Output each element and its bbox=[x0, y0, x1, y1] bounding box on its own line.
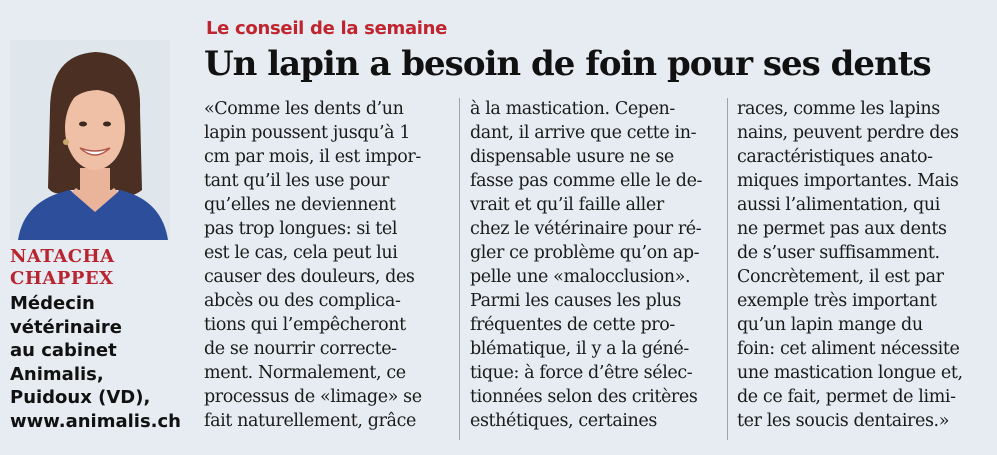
column-divider bbox=[727, 98, 728, 440]
author-name bbox=[10, 246, 115, 290]
article-line: à la mastication. Cepen- bbox=[470, 99, 675, 119]
article-line: ment. Normalement, ce bbox=[204, 363, 406, 383]
role-line: vétérinaire bbox=[10, 316, 123, 338]
article-line: abcès ou des complica- bbox=[204, 291, 401, 311]
role-line: Médecin bbox=[10, 293, 95, 314]
article-line: races, comme les lapins bbox=[737, 99, 940, 119]
article-line: fréquentes de cette pro- bbox=[470, 315, 675, 335]
role-line: Animalis, bbox=[10, 363, 104, 385]
article-line: exemple très important bbox=[737, 291, 937, 311]
role-line: Puidoux (VD), bbox=[10, 387, 151, 408]
article-line: qu’un lapin mange du bbox=[737, 315, 923, 335]
article-kicker: Le conseil de la semaine bbox=[206, 18, 448, 39]
article-line: cm par mois, il est impor- bbox=[204, 147, 421, 167]
article-line: processus de «limage» se bbox=[204, 387, 422, 407]
article-line: caractéristiques anato- bbox=[737, 147, 933, 167]
article-line: foin: cet aliment nécessite bbox=[737, 339, 960, 359]
article-line: une mastication longue et, bbox=[737, 363, 963, 383]
article-line: causer des douleurs, des bbox=[204, 267, 415, 287]
article-line: gler ce problème qu’on ap- bbox=[470, 243, 700, 263]
article-line: dispensable usure ne se bbox=[470, 147, 674, 167]
article-column-2 bbox=[470, 97, 720, 442]
article-line: Concrètement, il est par bbox=[737, 267, 944, 287]
article-line: lapin poussent jusqu’à 1 bbox=[204, 123, 411, 143]
article-line: est le cas, cela peut lui bbox=[204, 243, 398, 263]
article-line: de ce fait, permet de limi- bbox=[737, 387, 956, 407]
article-column-1 bbox=[204, 97, 449, 442]
article-line: «Comme les dents d’un bbox=[204, 99, 404, 119]
article-line: fait naturellement, grâce bbox=[204, 411, 416, 431]
article-column-3 bbox=[737, 97, 987, 442]
author-portrait bbox=[10, 40, 170, 240]
author-photo bbox=[10, 40, 170, 240]
article-line: nains, peuvent perdre des bbox=[737, 123, 959, 143]
article-line: Parmi les causes les plus bbox=[470, 291, 681, 311]
article-line: ter les soucis dentaires.» bbox=[737, 411, 950, 431]
article-line: fasse pas comme elle le de- bbox=[470, 171, 703, 191]
article-line: tant qu’il les use pour bbox=[204, 171, 389, 191]
article-line: miques importantes. Mais bbox=[737, 171, 959, 191]
article-line: de s’user suffisamment. bbox=[737, 243, 940, 263]
article-line: tionnées selon des critères bbox=[470, 387, 698, 407]
article-line: de se nourrir correcte- bbox=[204, 339, 397, 359]
article-line: tions qui l’empêcheront bbox=[204, 315, 406, 335]
author-last-name: CHAPPEX bbox=[10, 268, 114, 289]
article-line: pelle une «malocclusion». bbox=[470, 267, 691, 287]
article-line: esthétiques, certaines bbox=[470, 411, 657, 431]
author-role bbox=[10, 292, 188, 433]
author-first-name: NATACHA bbox=[10, 246, 115, 267]
author-sidebar bbox=[0, 0, 190, 455]
article-line: qu’elles ne deviennent bbox=[204, 195, 396, 215]
column-divider bbox=[459, 98, 460, 440]
article-line: chez le vétérinaire pour ré- bbox=[470, 219, 702, 239]
article-line: dant, il arrive que cette in- bbox=[470, 123, 697, 143]
article-line: ne permet pas aux dents bbox=[737, 219, 947, 239]
article-line: aussi l’alimentation, qui bbox=[737, 195, 940, 215]
article-headline: Un lapin a besoin de foin pour ses dents bbox=[204, 44, 931, 84]
article-line: blématique, il y a la géné- bbox=[470, 339, 689, 359]
article-line: pas trop longues: si tel bbox=[204, 219, 398, 239]
article-line: tique: à force d’être sélec- bbox=[470, 363, 693, 383]
role-line: au cabinet bbox=[10, 340, 117, 361]
article-line: vrait et qu’il faille aller bbox=[470, 195, 664, 215]
role-line: www.animalis.ch bbox=[10, 410, 181, 432]
